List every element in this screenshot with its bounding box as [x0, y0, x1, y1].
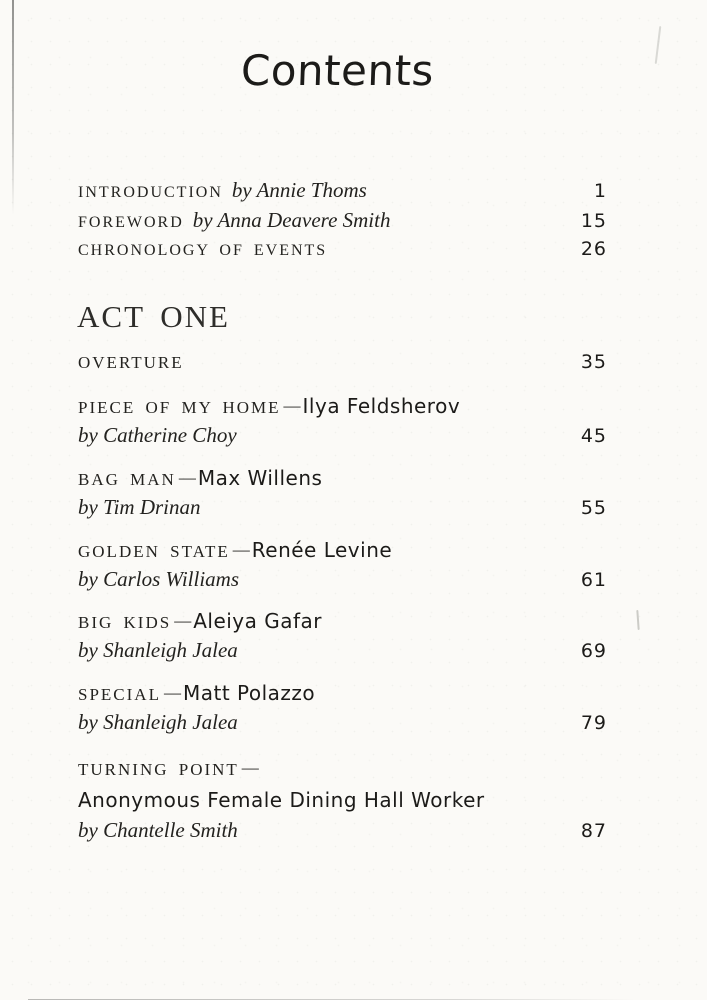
toc-entry-turning-point — [78, 755, 607, 843]
toc-entry-piece-of-my-home — [78, 392, 607, 448]
toc-entry-special — [78, 679, 607, 735]
em-dash: — — [178, 468, 196, 487]
scan-smudge-right — [636, 610, 639, 630]
entry-byline-row — [78, 567, 607, 592]
character-name: Renée Levine — [251, 538, 393, 562]
page-number: 15 — [580, 210, 607, 232]
em-dash: — — [232, 540, 250, 559]
em-dash: — — [163, 683, 181, 702]
character-name: Max Willens — [197, 466, 323, 490]
entry-caps: BAG MAN — [78, 470, 176, 489]
author-byline: by Chantelle Smith — [78, 818, 238, 842]
front-matter-row-foreword — [78, 208, 607, 238]
front-matter-row-introduction — [78, 178, 607, 208]
entry-caps: SPECIAL — [78, 685, 161, 704]
character-name: Anonymous Female Dining Hall Worker — [78, 788, 485, 812]
toc-entry-golden-state — [78, 536, 607, 592]
author-byline: by Tim Drinan — [78, 495, 201, 519]
character-name: Matt Polazzo — [182, 681, 316, 705]
page-number: 26 — [580, 238, 607, 260]
front-matter-label: CHRONOLOGY OF EVENTS — [78, 242, 328, 259]
page-number: 79 — [580, 712, 607, 734]
toc-entry-overture — [78, 351, 607, 373]
em-dash: — — [241, 758, 259, 777]
entry-caps: BIG KIDS — [78, 613, 172, 632]
scan-smudge-top-right — [655, 26, 662, 64]
front-matter-label-group — [78, 178, 367, 203]
entry-title — [78, 536, 607, 567]
toc-entry-bag-man — [78, 464, 607, 520]
entry-caps: GOLDEN STATE — [78, 542, 230, 561]
page-number: 61 — [580, 569, 607, 591]
scan-left-edge-line — [12, 0, 14, 215]
author-byline: by Carlos Williams — [78, 567, 240, 591]
front-matter-label: FOREWORD — [78, 214, 184, 231]
entry-caps: OVERTURE — [78, 353, 184, 372]
front-matter-label: INTRODUCTION — [78, 184, 223, 201]
entry-caps: PIECE OF MY HOME — [78, 398, 281, 417]
front-matter-byline: by Anna Deavere Smith — [192, 208, 391, 232]
page-title: Contents — [240, 46, 435, 95]
entry-title — [78, 755, 607, 785]
entry-byline-row — [78, 495, 607, 520]
author-byline: by Shanleigh Jalea — [78, 638, 238, 662]
entry-byline-row — [78, 638, 607, 663]
entry-byline-row — [78, 423, 607, 448]
page-number: 69 — [580, 640, 607, 662]
entry-title — [78, 679, 607, 710]
act-one-heading: ACT ONE — [77, 299, 230, 334]
front-matter-label-group — [78, 242, 327, 260]
entry-title — [78, 464, 607, 495]
front-matter-row-chronology — [78, 238, 607, 268]
character-name: Ilya Feldsherov — [302, 394, 461, 418]
front-matter-byline: by Annie Thoms — [231, 178, 367, 202]
page-number: 1 — [593, 180, 607, 202]
entry-byline-row — [78, 710, 607, 735]
page-number: 87 — [580, 820, 607, 842]
author-byline: by Catherine Choy — [78, 423, 237, 447]
em-dash: — — [283, 396, 301, 415]
page-number: 55 — [580, 497, 607, 519]
page-number: 45 — [580, 425, 607, 447]
em-dash: — — [174, 611, 192, 630]
page-number: 35 — [580, 351, 607, 373]
character-name: Aleiya Gafar — [193, 609, 323, 633]
entry-byline-row — [78, 818, 607, 843]
author-byline: by Shanleigh Jalea — [78, 710, 238, 734]
entry-caps: TURNING POINT — [78, 760, 239, 779]
toc-entry-big-kids — [78, 607, 607, 663]
front-matter-label-group — [78, 208, 390, 233]
entry-title — [78, 607, 607, 638]
front-matter-list — [78, 178, 607, 268]
entry-character-line — [78, 785, 607, 818]
entry-title — [78, 392, 607, 423]
